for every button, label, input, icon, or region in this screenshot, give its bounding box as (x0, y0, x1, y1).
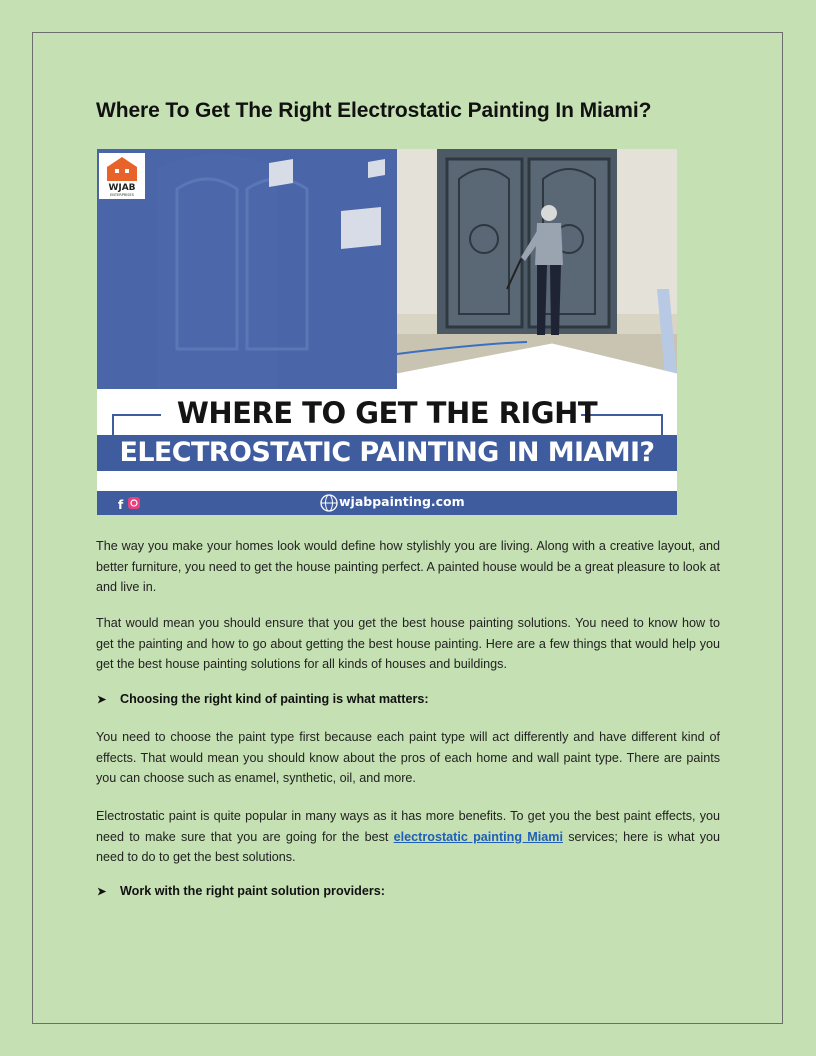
bullet-heading-1 (97, 692, 429, 706)
logo-subtext: ENTERPRISES (110, 193, 134, 197)
bullet-heading-2 (97, 884, 385, 898)
banner-image (97, 149, 677, 515)
document-title: Where To Get The Right Electrostatic Painting In Miami? (96, 99, 652, 122)
paragraph-4 (96, 806, 720, 868)
arrow-bullet-icon: ➤ (97, 693, 107, 706)
logo-text: WJAB (108, 183, 136, 193)
tile-icon (341, 207, 381, 249)
paragraph-1: The way you make your homes look would define how stylishly you are living. Along with a creative layout, and better furniture, you need to get the house painting perfect. A painted house would be a great pleasure to look at and live in. (96, 539, 720, 594)
tile-icon (368, 159, 385, 178)
paragraph-4-text-end: services; here is what you need to do to get the best solutions. (96, 829, 720, 864)
paragraph-3: You need to choose the paint type first because each paint type will act differently and have different kind of effects. That would mean you should know about the pros of each home and wall paint type. There are paints you can choose such as enamel, synthetic, oil, and more. (96, 730, 720, 785)
banner-headline-line2: ELECTROSTATIC PAINTING IN MIAMI? (119, 437, 655, 468)
facebook-icon: f (118, 498, 124, 512)
painter-body (535, 223, 563, 265)
bullet-heading-1-text: Choosing the right kind of painting is what matters: (120, 692, 429, 706)
painter-head (541, 205, 557, 221)
paragraph-2: That would mean you should ensure that you get the best house painting solutions. You need to know how to get the painting and how to go about getting the best house painting. Here are a few things that would help you get the best house painting solutions for all kinds of houses and buildings. (96, 616, 720, 671)
tile-icon (269, 159, 293, 187)
banner-website: wjabpainting.com (339, 494, 465, 509)
arrow-bullet-icon: ➤ (97, 885, 107, 898)
banner-headline-line1: WHERE TO GET THE RIGHT (176, 396, 598, 430)
instagram-icon (128, 497, 140, 509)
paragraph-4-text-start: Electrostatic paint is quite popular in many ways as it has more benefits. To get you the best paint effects, you need to make sure that you are going for the best (96, 809, 720, 844)
electrostatic-painting-link[interactable]: electrostatic painting Miami (393, 829, 563, 844)
bullet-heading-2-text: Work with the right paint solution providers: (120, 884, 385, 898)
